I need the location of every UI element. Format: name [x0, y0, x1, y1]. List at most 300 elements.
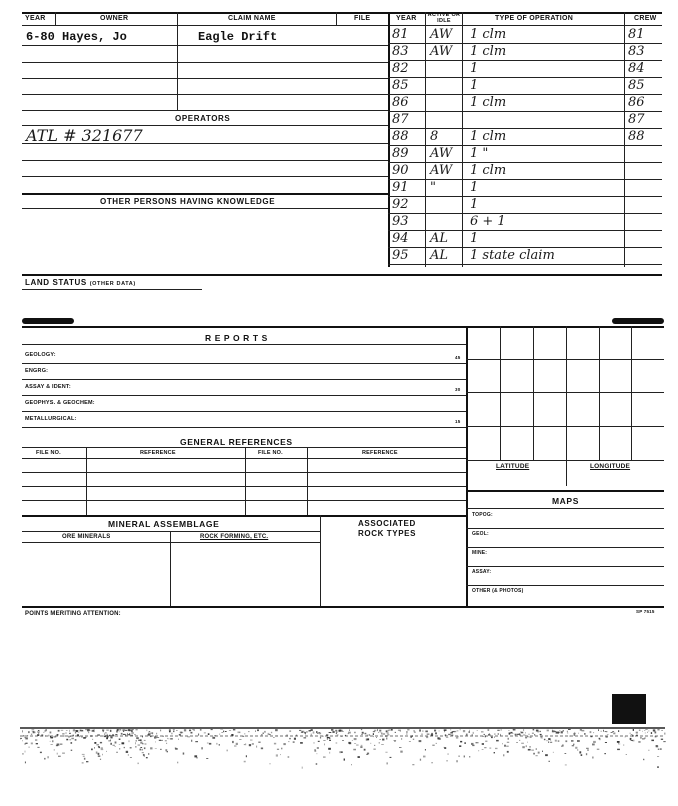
noise-speck	[485, 735, 486, 737]
noise-speck	[53, 736, 56, 738]
noise-speck	[91, 749, 93, 751]
noise-speck	[542, 751, 543, 752]
noise-speck	[573, 733, 575, 734]
noise-speck	[578, 733, 579, 734]
noise-speck	[626, 754, 627, 755]
noise-speck	[532, 733, 534, 734]
noise-speck	[71, 750, 73, 751]
noise-speck	[548, 741, 549, 743]
noise-speck	[573, 744, 574, 745]
noise-speck	[169, 729, 171, 731]
ref-file-no-2: FILE NO.	[258, 450, 283, 456]
noise-speck	[130, 747, 132, 748]
noise-speck	[37, 734, 39, 736]
activity-year: 88	[392, 129, 409, 144]
noise-speck	[497, 730, 499, 731]
noise-speck	[508, 730, 509, 731]
noise-speck	[102, 754, 103, 756]
noise-speck	[348, 733, 349, 734]
activity-row-line	[388, 111, 662, 112]
noise-speck	[149, 731, 151, 732]
noise-speck	[225, 731, 227, 732]
noise-speck	[617, 749, 620, 750]
noise-speck	[649, 730, 650, 732]
noise-speck	[545, 754, 548, 756]
noise-speck	[458, 756, 459, 757]
noise-speck	[472, 745, 474, 746]
noise-speck	[25, 762, 26, 764]
noise-speck	[271, 732, 272, 733]
noise-speck	[485, 741, 487, 742]
noise-speck	[104, 736, 105, 737]
noise-speck	[370, 743, 371, 744]
noise-speck	[309, 730, 312, 732]
noise-speck	[631, 734, 633, 735]
row-line	[22, 542, 320, 543]
noise-speck	[106, 751, 107, 752]
noise-speck	[177, 762, 178, 764]
divider	[86, 447, 87, 515]
divider	[307, 447, 308, 515]
noise-speck	[73, 735, 74, 737]
noise-speck	[127, 734, 129, 735]
noise-speck	[386, 738, 387, 740]
noise-speck	[116, 752, 118, 753]
ref-file-no-1: FILE NO.	[36, 450, 61, 456]
grid-line	[466, 392, 664, 393]
noise-speck	[625, 736, 626, 737]
noise-speck	[367, 738, 369, 740]
header-year: YEAR	[25, 15, 46, 22]
noise-speck	[446, 737, 448, 738]
points-meriting-attention: POINTS MERITING ATTENTION:	[25, 611, 121, 617]
noise-speck	[358, 756, 360, 758]
noise-speck	[248, 731, 249, 732]
noise-speck	[419, 740, 422, 742]
noise-speck	[79, 732, 80, 733]
noise-speck	[57, 744, 60, 746]
noise-speck	[82, 754, 85, 755]
noise-speck	[194, 755, 197, 757]
noise-speck	[119, 739, 121, 741]
noise-speck	[147, 730, 148, 732]
noise-speck	[153, 735, 154, 737]
noise-speck	[115, 734, 117, 735]
noise-speck	[444, 747, 446, 749]
noise-speck	[584, 733, 585, 735]
associated-line2: ROCK TYPES	[358, 529, 417, 538]
noise-speck	[148, 753, 149, 755]
noise-speck	[577, 740, 580, 741]
row-line	[22, 500, 466, 501]
row-line	[22, 176, 388, 177]
noise-speck	[304, 737, 307, 738]
noise-speck	[62, 753, 65, 754]
noise-speck	[655, 732, 657, 734]
noise-speck	[342, 730, 343, 732]
noise-speck	[51, 744, 53, 745]
noise-speck	[90, 730, 91, 731]
noise-speck	[457, 730, 459, 731]
noise-speck	[125, 730, 127, 731]
noise-speck	[249, 744, 251, 746]
activity-year: 93	[392, 214, 409, 229]
noise-speck	[546, 740, 549, 741]
noise-speck	[110, 730, 112, 732]
map-row-line	[466, 566, 664, 567]
noise-speck	[269, 734, 271, 735]
noise-speck	[379, 730, 381, 732]
noise-speck	[620, 743, 621, 744]
noise-speck	[382, 732, 383, 734]
noise-speck	[130, 735, 133, 736]
noise-speck	[305, 732, 306, 734]
noise-speck	[48, 756, 49, 758]
noise-speck	[498, 733, 499, 735]
noise-speck	[572, 745, 574, 746]
noise-speck	[84, 758, 86, 760]
noise-speck	[593, 741, 596, 743]
noise-speck	[316, 763, 318, 764]
noise-speck	[211, 729, 213, 730]
noise-speck	[423, 730, 424, 731]
noise-speck	[612, 731, 614, 732]
noise-speck	[132, 730, 133, 732]
noise-speck	[513, 733, 514, 734]
noise-speck	[523, 729, 524, 731]
noise-speck	[400, 751, 402, 753]
noise-speck	[660, 748, 662, 750]
grid-line	[599, 326, 600, 460]
noise-speck	[135, 742, 136, 744]
noise-speck	[640, 737, 641, 739]
report-label: METALLURGICAL:	[25, 416, 77, 422]
noise-speck	[97, 734, 100, 736]
noise-speck	[382, 739, 384, 741]
noise-speck	[436, 743, 437, 744]
noise-speck	[329, 738, 330, 740]
noise-speck	[142, 736, 143, 738]
divider	[320, 515, 321, 606]
noise-speck	[661, 739, 663, 740]
noise-speck	[277, 735, 278, 736]
noise-speck	[414, 730, 415, 731]
noise-speck	[538, 731, 539, 733]
activity-status: AW	[430, 146, 453, 161]
noise-speck	[513, 729, 516, 730]
noise-speck	[618, 743, 619, 745]
noise-speck	[389, 729, 391, 730]
activity-status: AL	[430, 231, 449, 246]
noise-speck	[94, 742, 96, 744]
noise-speck	[246, 755, 247, 757]
noise-speck	[136, 737, 139, 739]
noise-speck	[74, 730, 75, 731]
noise-speck	[427, 733, 430, 735]
noise-speck	[657, 729, 659, 730]
row-line	[466, 490, 664, 492]
noise-speck	[567, 731, 568, 733]
noise-speck	[119, 748, 120, 749]
noise-speck	[406, 731, 408, 732]
noise-speck	[531, 750, 534, 751]
activity-year: 81	[392, 27, 409, 42]
noise-speck	[75, 732, 76, 733]
activity-operation: 1 clm	[470, 44, 507, 59]
activity-year: 92	[392, 197, 409, 212]
row-line	[22, 458, 466, 459]
noise-speck	[142, 749, 143, 751]
noise-speck	[530, 737, 532, 738]
noise-speck	[664, 733, 666, 735]
noise-speck	[348, 742, 350, 744]
row-line	[22, 143, 388, 144]
noise-speck	[460, 741, 462, 743]
noise-speck	[651, 740, 654, 742]
noise-speck	[344, 759, 345, 761]
noise-speck	[558, 741, 560, 742]
noise-speck	[561, 731, 563, 733]
activity-operation: 1 clm	[470, 129, 507, 144]
noise-speck	[387, 762, 388, 764]
noise-speck	[420, 759, 421, 761]
noise-speck	[362, 732, 364, 734]
noise-speck	[472, 734, 473, 736]
noise-speck	[173, 731, 174, 733]
noise-speck	[365, 733, 367, 735]
noise-speck	[94, 729, 95, 730]
noise-speck	[69, 740, 71, 741]
noise-speck	[306, 731, 307, 732]
noise-speck	[374, 745, 375, 746]
noise-speck	[200, 729, 202, 731]
noise-speck	[555, 740, 557, 742]
noise-speck	[100, 759, 101, 760]
noise-speck	[71, 742, 73, 744]
noise-speck	[374, 730, 376, 731]
noise-speck	[192, 729, 193, 730]
noise-speck	[526, 745, 527, 747]
ref-reference-1: REFERENCE	[140, 450, 176, 456]
noise-speck	[294, 738, 296, 740]
noise-speck	[313, 743, 314, 744]
noise-speck	[409, 741, 411, 742]
noise-speck	[138, 745, 141, 746]
noise-speck	[160, 749, 162, 750]
noise-speck	[617, 741, 620, 743]
report-row-line	[22, 363, 466, 364]
grid-line	[500, 326, 501, 460]
noise-speck	[23, 736, 24, 737]
noise-speck	[68, 736, 69, 738]
noise-speck	[300, 742, 303, 744]
noise-speck	[187, 736, 190, 737]
reports-title: R E P O R T S	[205, 333, 268, 343]
activity-operation: 1 state claim	[470, 248, 555, 263]
noise-speck	[243, 736, 245, 737]
noise-speck	[131, 732, 134, 733]
noise-speck	[326, 734, 328, 735]
noise-speck	[296, 735, 297, 736]
noise-speck	[52, 740, 53, 742]
noise-speck	[263, 733, 265, 735]
noise-speck	[29, 747, 30, 748]
noise-speck	[232, 741, 234, 743]
noise-speck	[378, 732, 379, 733]
noise-speck	[323, 757, 326, 758]
noise-speck	[92, 730, 94, 732]
noise-speck	[184, 729, 186, 731]
land-status-border	[22, 274, 662, 276]
noise-speck	[142, 743, 143, 744]
noise-speck	[390, 757, 392, 758]
noise-speck	[196, 757, 197, 758]
noise-speck	[50, 741, 51, 742]
noise-speck	[631, 740, 633, 741]
noise-speck	[204, 732, 206, 733]
noise-speck	[456, 737, 458, 738]
noise-speck	[58, 756, 61, 757]
noise-speck	[179, 734, 181, 736]
noise-speck	[25, 737, 28, 739]
noise-speck	[113, 745, 115, 746]
noise-speck	[69, 730, 70, 732]
noise-speck	[335, 730, 337, 732]
noise-speck	[645, 729, 647, 730]
activity-crew: 88	[628, 129, 645, 144]
noise-speck	[207, 743, 209, 744]
noise-speck	[88, 731, 89, 733]
noise-speck	[525, 737, 527, 738]
noise-speck	[380, 739, 381, 740]
activity-crew: 86	[628, 95, 645, 110]
noise-speck	[471, 743, 474, 745]
noise-speck	[502, 743, 503, 744]
noise-speck	[481, 732, 484, 733]
noise-speck	[533, 753, 534, 755]
noise-speck	[482, 743, 484, 745]
land-status-label: LAND STATUS	[25, 278, 87, 287]
noise-speck	[101, 748, 103, 749]
noise-speck	[348, 732, 351, 734]
noise-speck	[460, 729, 461, 730]
activity-status: AW	[430, 27, 453, 42]
noise-speck	[394, 741, 396, 742]
noise-speck	[35, 739, 37, 741]
noise-speck	[50, 732, 52, 734]
noise-speck	[598, 729, 599, 731]
noise-speck	[571, 740, 574, 742]
noise-speck	[43, 732, 44, 733]
report-number: 45	[455, 355, 461, 360]
noise-speck	[45, 735, 46, 736]
noise-speck	[69, 733, 71, 734]
noise-speck	[189, 730, 191, 732]
noise-speck	[538, 752, 540, 754]
noise-speck	[58, 730, 60, 732]
noise-speck	[425, 731, 428, 733]
noise-speck	[119, 744, 121, 745]
other-persons-title: OTHER PERSONS HAVING KNOWLEDGE	[100, 197, 276, 206]
noise-speck	[316, 731, 318, 733]
noise-speck	[386, 730, 388, 732]
noise-speck	[22, 753, 23, 754]
noise-speck	[150, 736, 151, 737]
rock-forming-label: ROCK FORMING, ETC.	[200, 534, 269, 540]
row-line	[22, 62, 388, 63]
noise-speck	[191, 732, 193, 734]
map-row-label: TOPOG:	[472, 512, 493, 518]
noise-speck	[407, 733, 408, 735]
noise-speck	[387, 734, 389, 735]
divider	[55, 12, 56, 26]
noise-speck	[208, 733, 210, 735]
noise-speck	[293, 741, 295, 743]
noise-speck	[323, 740, 325, 741]
noise-speck	[508, 738, 510, 740]
noise-speck	[23, 735, 24, 736]
noise-speck	[636, 732, 638, 734]
noise-speck	[444, 729, 447, 731]
section-bottom-border	[22, 606, 664, 608]
divider	[624, 12, 625, 26]
noise-speck	[367, 735, 368, 736]
noise-speck	[657, 756, 659, 757]
longitude-label: LONGITUDE	[590, 463, 631, 470]
noise-speck	[57, 734, 59, 735]
noise-speck	[286, 735, 287, 737]
noise-speck	[601, 731, 602, 732]
activity-status: AL	[430, 248, 449, 263]
row-line	[22, 160, 388, 161]
noise-speck	[317, 747, 319, 748]
activity-operation: 1	[470, 180, 479, 195]
land-status-title	[25, 278, 136, 287]
noise-speck	[587, 750, 589, 751]
activity-row-line	[388, 77, 662, 78]
noise-speck	[76, 730, 78, 732]
noise-speck	[105, 732, 107, 733]
noise-speck	[544, 739, 546, 740]
map-row-label: GEOL:	[472, 531, 489, 537]
activity-status: AW	[430, 44, 453, 59]
noise-speck	[125, 734, 126, 736]
noise-speck	[565, 740, 567, 742]
noise-speck	[529, 746, 531, 748]
noise-speck	[121, 733, 123, 735]
row-line	[22, 94, 388, 95]
noise-speck	[136, 740, 138, 742]
noise-speck	[103, 730, 104, 732]
noise-speck	[323, 736, 324, 737]
noise-speck	[450, 732, 453, 733]
noise-speck	[592, 757, 593, 759]
noise-speck	[373, 733, 374, 735]
noise-speck	[519, 740, 520, 741]
noise-speck	[569, 736, 571, 737]
noise-speck	[339, 751, 341, 753]
noise-speck	[500, 734, 501, 736]
noise-speck	[582, 730, 585, 732]
grid-line	[631, 326, 632, 460]
noise-speck	[330, 752, 331, 754]
noise-speck	[658, 749, 659, 751]
noise-speck	[65, 733, 67, 734]
noise-speck	[255, 730, 256, 732]
noise-speck	[398, 730, 400, 731]
noise-speck	[45, 729, 47, 731]
noise-speck	[656, 746, 659, 748]
